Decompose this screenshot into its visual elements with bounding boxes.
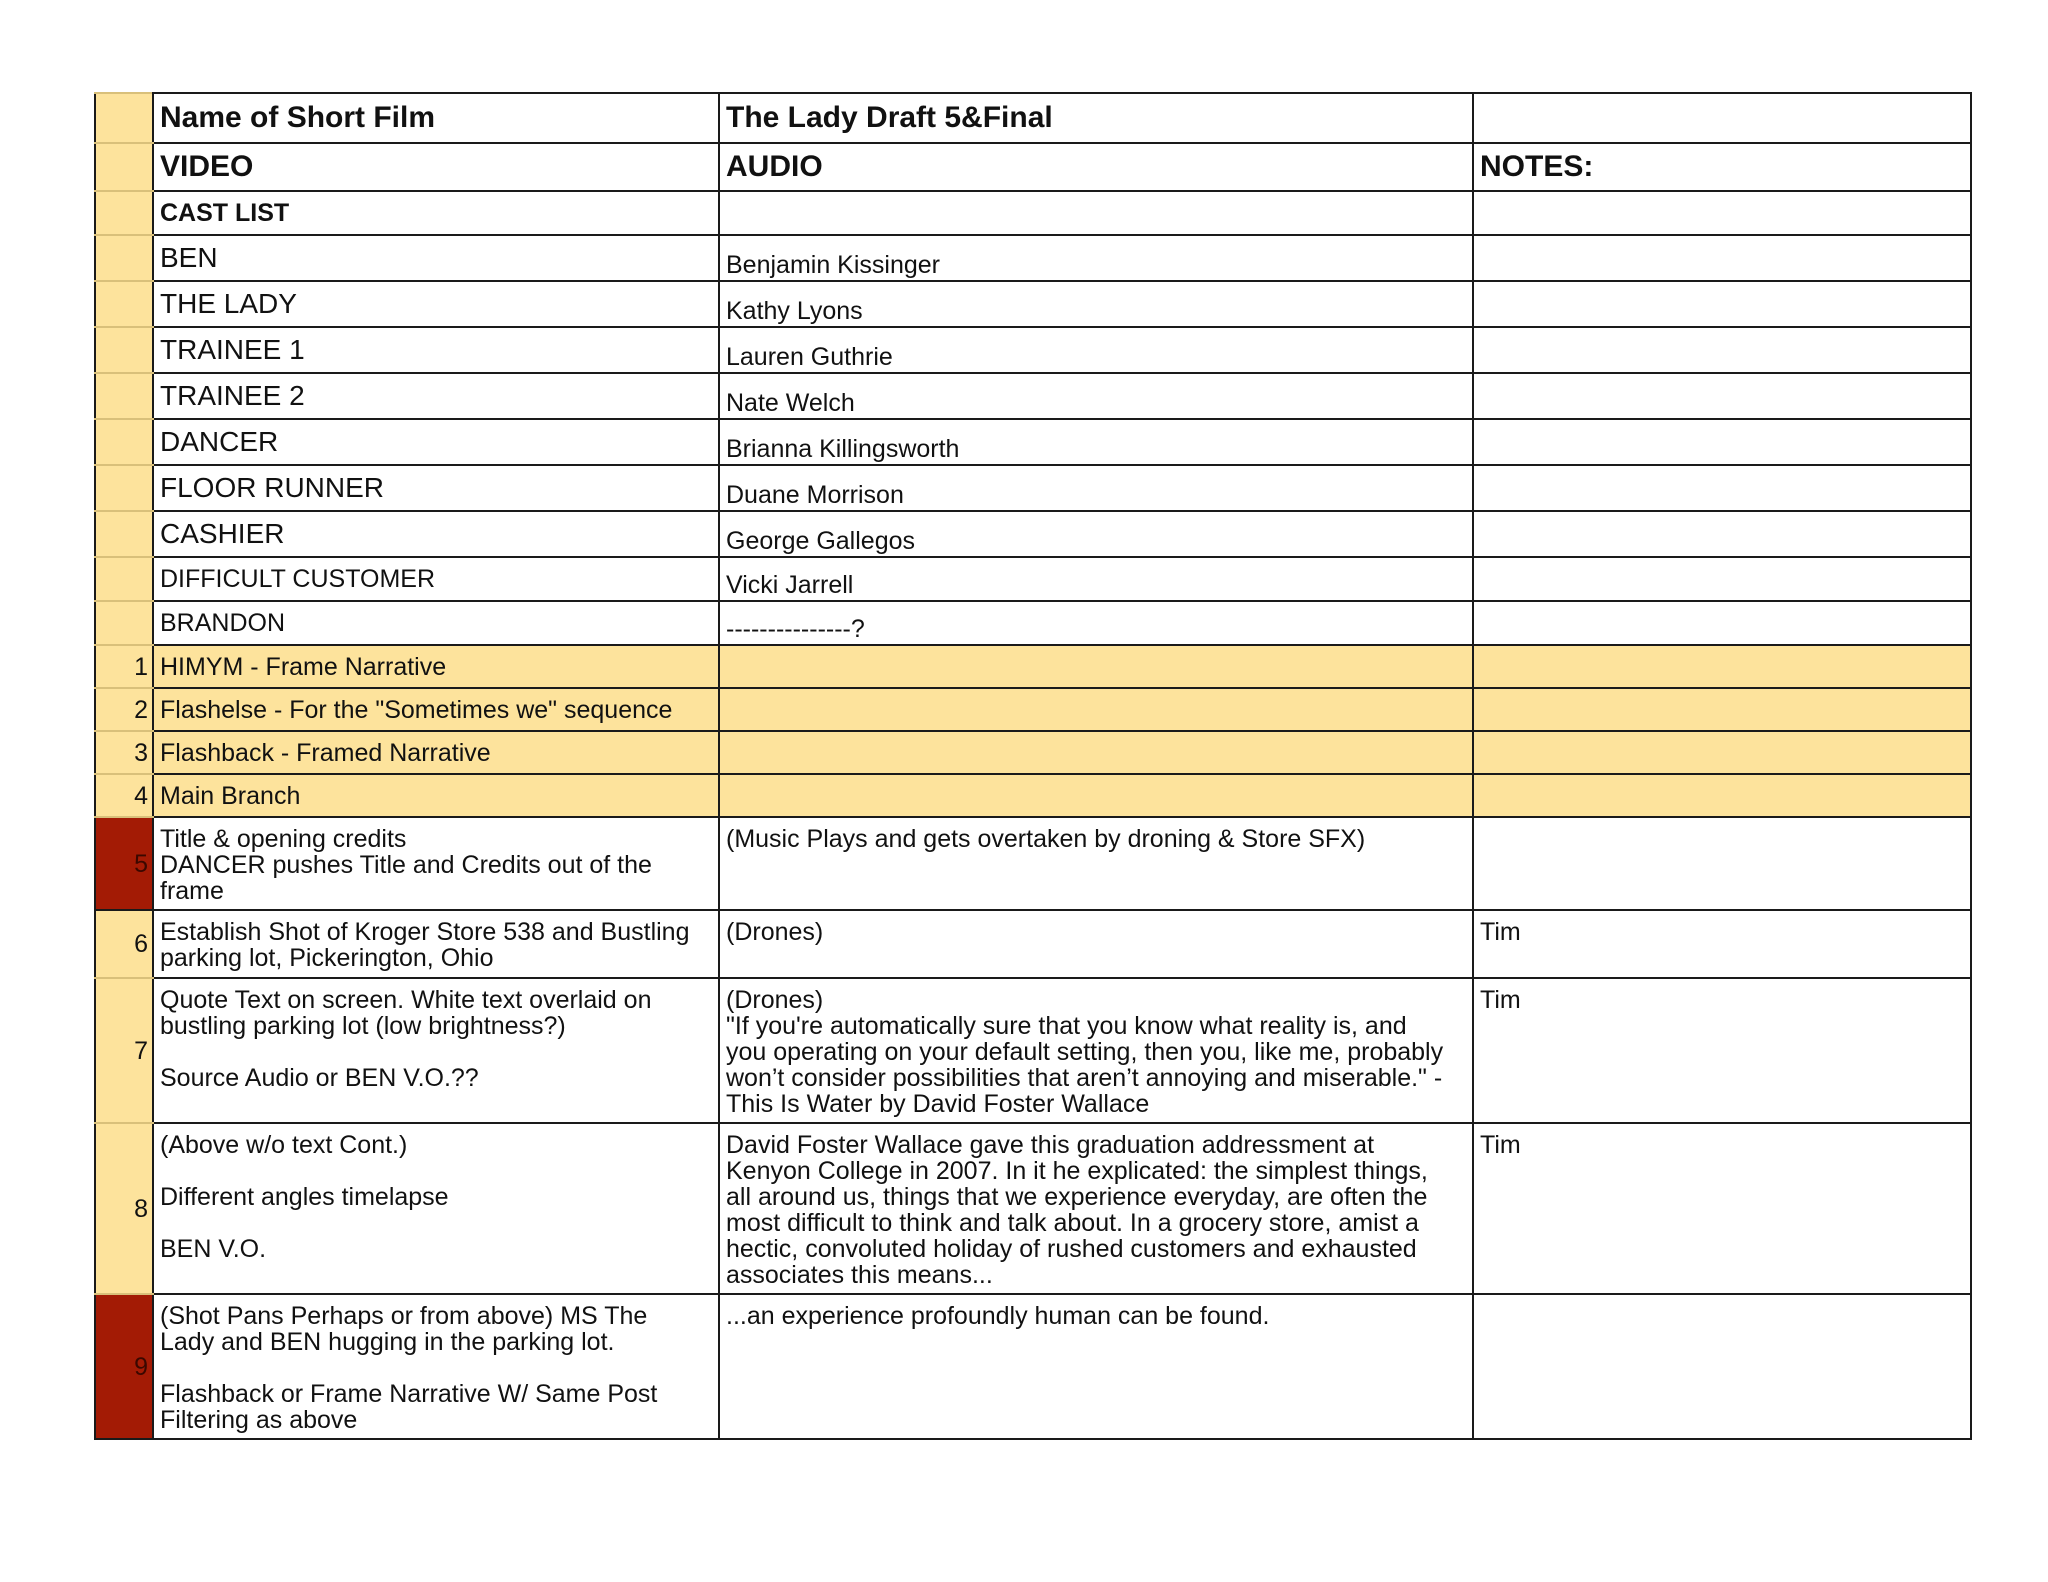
empty-cell bbox=[1473, 465, 1971, 511]
cast-row bbox=[95, 557, 1971, 601]
empty-cell bbox=[1473, 373, 1971, 419]
cast-actor: Vicki Jarrell bbox=[719, 557, 1473, 601]
shot-audio: (Drones) bbox=[719, 910, 1473, 978]
cast-role: BRANDON bbox=[153, 601, 719, 645]
shot-video: (Shot Pans Perhaps or from above) MS The Lady and BEN hugging in the parking lot. Flashback or Frame Narrative W/ Same Post Filtering as above bbox=[153, 1294, 719, 1439]
cast-role: FLOOR RUNNER bbox=[153, 465, 719, 511]
shot-notes: Tim bbox=[1473, 910, 1971, 978]
legend-label: HIMYM - Frame Narrative bbox=[153, 645, 719, 688]
empty-cell bbox=[719, 191, 1473, 235]
empty-cell bbox=[1473, 731, 1971, 774]
film-title-row bbox=[95, 93, 1971, 143]
notes-header: NOTES: bbox=[1473, 143, 1971, 191]
row-marker bbox=[95, 601, 153, 645]
empty-cell bbox=[1473, 281, 1971, 327]
row-marker bbox=[95, 235, 153, 281]
empty-cell bbox=[719, 688, 1473, 731]
shot-video: Title & opening credits DANCER pushes Title and Credits out of the frame bbox=[153, 817, 719, 910]
cast-row bbox=[95, 511, 1971, 557]
legend-row bbox=[95, 645, 1971, 688]
row-number: 3 bbox=[95, 731, 153, 774]
shot-notes: Tim bbox=[1473, 1123, 1971, 1294]
row-marker bbox=[95, 419, 153, 465]
empty-cell bbox=[1473, 645, 1971, 688]
shot-notes: Tim bbox=[1473, 978, 1971, 1123]
empty-cell bbox=[1473, 511, 1971, 557]
legend-row bbox=[95, 731, 1971, 774]
row-marker bbox=[95, 373, 153, 419]
cast-list-header-row bbox=[95, 191, 1971, 235]
film-title-cell: The Lady Draft 5&Final bbox=[719, 93, 1473, 143]
empty-cell bbox=[1473, 688, 1971, 731]
cast-actor: ---------------? bbox=[719, 601, 1473, 645]
empty-cell bbox=[1473, 327, 1971, 373]
shot-number: 6 bbox=[95, 910, 153, 978]
row-marker bbox=[95, 557, 153, 601]
cast-row bbox=[95, 235, 1971, 281]
cast-row bbox=[95, 601, 1971, 645]
cast-actor: Brianna Killingsworth bbox=[719, 419, 1473, 465]
row-number: 2 bbox=[95, 688, 153, 731]
empty-cell bbox=[1473, 235, 1971, 281]
row-marker bbox=[95, 511, 153, 557]
shot-video: Establish Shot of Kroger Store 538 and Bustling parking lot, Pickerington, Ohio bbox=[153, 910, 719, 978]
shot-audio: ...an experience profoundly human can be found. bbox=[719, 1294, 1473, 1439]
shot-row bbox=[95, 910, 1971, 978]
cast-actor: Benjamin Kissinger bbox=[719, 235, 1473, 281]
empty-cell bbox=[719, 774, 1473, 817]
empty-cell bbox=[1473, 557, 1971, 601]
cast-row bbox=[95, 327, 1971, 373]
shot-video: (Above w/o text Cont.) Different angles timelapse BEN V.O. bbox=[153, 1123, 719, 1294]
cast-actor: Kathy Lyons bbox=[719, 281, 1473, 327]
empty-cell bbox=[1473, 774, 1971, 817]
shot-audio: (Drones) "If you're automatically sure that you know what reality is, and you operating on your default setting, then you, like me, probably won’t consider possibilities that aren’t annoying and miserable." - This Is Water by David Foster Wallace bbox=[719, 978, 1473, 1123]
column-header-row bbox=[95, 143, 1971, 191]
legend-row bbox=[95, 688, 1971, 731]
shot-list-body bbox=[95, 93, 1971, 1439]
row-marker bbox=[95, 191, 153, 235]
shot-number: 7 bbox=[95, 978, 153, 1123]
cast-row bbox=[95, 281, 1971, 327]
cast-row bbox=[95, 373, 1971, 419]
shot-list-table bbox=[94, 92, 1972, 1440]
empty-cell bbox=[1473, 601, 1971, 645]
cast-role: DIFFICULT CUSTOMER bbox=[153, 557, 719, 601]
cast-list-label: CAST LIST bbox=[153, 191, 719, 235]
legend-label: Flashback - Framed Narrative bbox=[153, 731, 719, 774]
row-marker bbox=[95, 465, 153, 511]
shot-row bbox=[95, 1123, 1971, 1294]
cast-actor: George Gallegos bbox=[719, 511, 1473, 557]
cast-actor: Duane Morrison bbox=[719, 465, 1473, 511]
shot-row bbox=[95, 817, 1971, 910]
cast-role: DANCER bbox=[153, 419, 719, 465]
cast-row bbox=[95, 465, 1971, 511]
film-label-cell: Name of Short Film bbox=[153, 93, 719, 143]
cast-role: CASHIER bbox=[153, 511, 719, 557]
shot-video: Quote Text on screen. White text overlaid on bustling parking lot (low brightness?) Source Audio or BEN V.O.?? bbox=[153, 978, 719, 1123]
row-marker bbox=[95, 93, 153, 143]
row-marker bbox=[95, 327, 153, 373]
shot-audio: David Foster Wallace gave this graduation addressment at Kenyon College in 2007. In it he explicated: the simplest things, all around us, things that we experience everyday, are often the most difficult to think and talk about. In a grocery store, amist a hectic, convoluted holiday of rushed customers and exhausted associates this means... bbox=[719, 1123, 1473, 1294]
shot-notes bbox=[1473, 817, 1971, 910]
cast-actor: Lauren Guthrie bbox=[719, 327, 1473, 373]
empty-cell bbox=[1473, 93, 1971, 143]
audio-header: AUDIO bbox=[719, 143, 1473, 191]
empty-cell bbox=[719, 731, 1473, 774]
row-number: 1 bbox=[95, 645, 153, 688]
cast-role: THE LADY bbox=[153, 281, 719, 327]
shot-row bbox=[95, 978, 1971, 1123]
cast-role: BEN bbox=[153, 235, 719, 281]
shot-number: 8 bbox=[95, 1123, 153, 1294]
row-marker bbox=[95, 281, 153, 327]
cast-role: TRAINEE 2 bbox=[153, 373, 719, 419]
shot-row bbox=[95, 1294, 1971, 1439]
video-header: VIDEO bbox=[153, 143, 719, 191]
empty-cell bbox=[719, 645, 1473, 688]
cast-row bbox=[95, 419, 1971, 465]
shot-audio: (Music Plays and gets overtaken by droning & Store SFX) bbox=[719, 817, 1473, 910]
row-number: 4 bbox=[95, 774, 153, 817]
cast-role: TRAINEE 1 bbox=[153, 327, 719, 373]
legend-label: Main Branch bbox=[153, 774, 719, 817]
legend-row bbox=[95, 774, 1971, 817]
row-marker bbox=[95, 143, 153, 191]
shot-number: 5 bbox=[95, 817, 153, 910]
empty-cell bbox=[1473, 191, 1971, 235]
shot-number: 9 bbox=[95, 1294, 153, 1439]
empty-cell bbox=[1473, 419, 1971, 465]
cast-actor: Nate Welch bbox=[719, 373, 1473, 419]
shot-notes bbox=[1473, 1294, 1971, 1439]
legend-label: Flashelse - For the "Sometimes we" sequence bbox=[153, 688, 719, 731]
